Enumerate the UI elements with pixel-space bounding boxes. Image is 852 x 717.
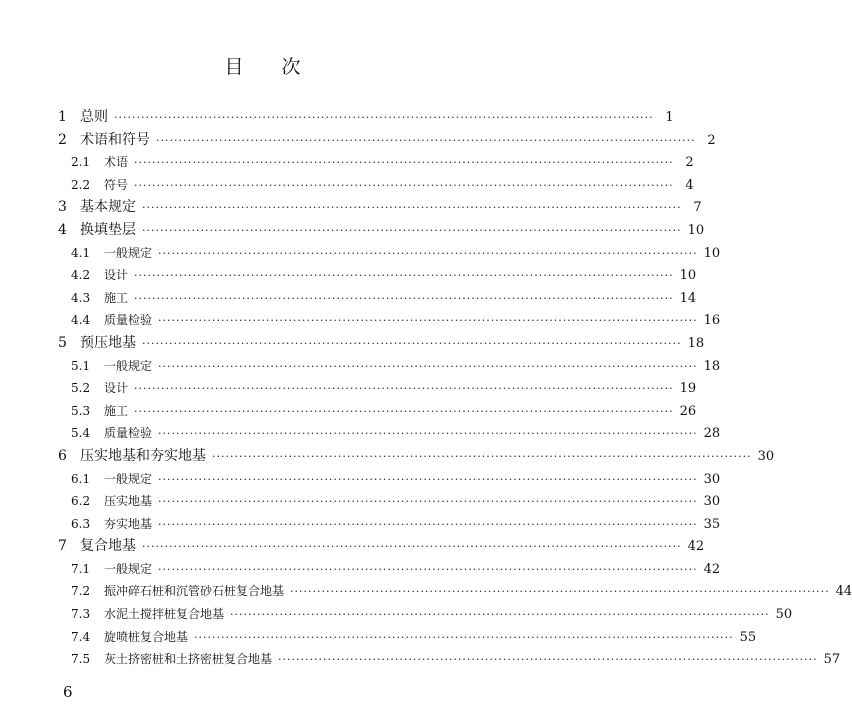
toc-entry-label: 符号 [104,177,129,192]
toc-entry-page: 42 [687,539,705,555]
toc-entry-page: 30 [703,471,721,487]
dot-leader: ························································································································ [158,314,698,328]
toc-entry-page: 10 [687,222,705,238]
dot-leader: ························································································································ [156,133,696,147]
dot-leader: ························································································································ [278,653,818,667]
toc-entry [58,242,721,265]
toc-entry-label: 一般规定 [104,561,153,576]
toc-entry-number: 5.4 [71,426,91,441]
dot-leader: ························································································································ [158,495,698,509]
toc-entry-page: 1 [665,110,674,125]
dot-leader: ························································································································ [230,608,770,622]
toc-entry-page: 18 [687,335,705,351]
dot-leader: ························································································································ [134,291,674,305]
toc-entry [58,648,841,671]
toc-entry-number: 4.1 [71,245,91,260]
toc-entry [58,174,694,197]
dot-leader: ························································································································ [142,540,682,554]
toc-entry [58,264,697,287]
toc-entry [58,287,697,310]
toc-entry-label: 振冲碎石桩和沉管砂石桩复合地基 [104,584,285,599]
toc-entry-page: 42 [703,561,721,577]
toc-entry [58,196,702,219]
toc-entry-page: 28 [703,426,721,442]
toc-entry-label: 复合地基 [80,538,136,555]
dot-leader: ························································································································ [158,359,698,373]
toc-entry-page: 19 [679,381,697,397]
toc-entry-number: 7 [58,538,67,555]
toc-entry-page: 26 [679,403,697,419]
toc-entry-label: 预压地基 [80,334,136,351]
toc-entry-number: 7.3 [71,607,91,622]
toc-entry-page: 30 [703,494,721,510]
toc-entry-page: 7 [693,200,702,216]
toc-entry [58,377,697,400]
toc-entry [58,626,757,649]
toc-entry [58,219,705,242]
toc-entry-number: 3 [58,199,67,216]
toc-entry-page: 30 [757,448,775,464]
toc-entry-label: 换填垫层 [80,221,136,238]
toc-entry-label: 压实地基和夯实地基 [80,447,206,464]
dot-leader: ························································································································ [142,201,682,215]
toc-entry-number: 2.1 [71,155,91,170]
dot-leader: ························································································································ [134,156,674,170]
table-of-contents [58,106,852,671]
toc-entry-number: 6 [58,447,67,464]
toc-entry-number: 6.3 [71,516,91,531]
toc-entry-number: 6.2 [71,494,91,509]
toc-entry-number: 7.2 [71,584,91,599]
dot-leader: ························································································································ [290,585,830,599]
toc-entry [58,580,852,603]
toc-entry [58,468,721,491]
toc-entry-label: 基本规定 [80,199,136,216]
dot-leader: ························································································································ [158,427,698,441]
toc-entry [58,490,721,513]
toc-entry-page: 44 [835,584,852,600]
toc-entry-number: 7.1 [71,561,91,576]
toc-entry-label: 术语 [104,155,129,170]
dot-leader: ························································································································ [142,223,682,237]
toc-entry-page: 16 [703,313,721,329]
toc-entry [58,129,716,152]
dot-leader: ························································································································ [134,178,674,192]
toc-entry-number: 1 [58,109,67,125]
toc-entry-label: 总则 [80,109,108,125]
toc-entry-number: 4.3 [71,290,91,305]
toc-entry-page: 18 [703,358,721,374]
dot-leader: ························································································································ [134,404,674,418]
dot-leader: ························································································································ [114,111,654,124]
toc-entry [58,535,705,558]
toc-entry-label: 旋喷桩复合地基 [104,629,189,644]
toc-entry-page: 14 [679,290,697,306]
toc-entry-number: 7.4 [71,629,91,644]
toc-entry [58,355,721,378]
toc-entry [58,309,721,332]
toc-entry-label: 质量检验 [104,426,153,441]
dot-leader: ························································································································ [158,246,698,260]
toc-entry-label: 术语和符号 [80,131,150,148]
toc-entry [58,558,721,581]
toc-entry-page: 4 [685,177,694,193]
toc-entry-label: 灰土挤密桩和土挤密桩复合地基 [104,652,273,667]
toc-entry-label: 一般规定 [104,471,153,486]
toc-entry-label: 质量检验 [104,313,153,328]
toc-entry [58,332,705,355]
dot-leader: ························································································································ [142,336,682,350]
dot-leader: ························································································································ [134,382,674,396]
toc-entry-number: 5.1 [71,358,91,373]
page-title: 目 次 [224,56,301,78]
toc-entry-label: 设计 [104,268,129,283]
toc-entry [58,151,694,174]
page-number: 6 [63,683,73,701]
dot-leader: ························································································································ [212,449,752,463]
dot-leader: ························································································································ [158,517,698,531]
toc-entry-label: 设计 [104,381,129,396]
toc-entry-label: 夯实地基 [104,516,153,531]
dot-leader: ························································································································ [158,472,698,486]
toc-entry [58,513,721,536]
toc-entry-label: 施工 [104,403,129,418]
toc-entry-page: 50 [775,607,793,623]
toc-entry-number: 5 [58,334,67,351]
dot-leader: ························································································································ [194,630,734,644]
toc-entry-page: 57 [823,652,841,668]
toc-entry-page: 35 [703,516,721,532]
toc-entry-number: 4 [58,221,67,238]
toc-entry-number: 4.2 [71,268,91,283]
toc-entry-label: 一般规定 [104,245,153,260]
toc-entry-label: 压实地基 [104,494,153,509]
toc-entry-number: 4.4 [71,313,91,328]
toc-entry-number: 6.1 [71,471,91,486]
toc-entry [58,445,775,468]
toc-entry-page: 2 [685,155,694,171]
toc-entry [58,422,721,445]
toc-entry-number: 7.5 [71,652,91,667]
toc-entry-page: 10 [679,268,697,284]
dot-leader: ························································································································ [134,269,674,283]
toc-entry-page: 2 [707,132,716,148]
toc-entry [58,603,793,626]
toc-entry [58,400,697,423]
toc-entry-page: 55 [739,629,757,645]
toc-entry-page: 10 [703,245,721,261]
toc-entry-label: 施工 [104,290,129,305]
toc-entry-number: 2.2 [71,177,91,192]
toc-entry-number: 2 [58,131,67,148]
toc-entry [58,106,674,129]
toc-entry-label: 水泥土搅拌桩复合地基 [104,607,225,622]
toc-entry-label: 一般规定 [104,358,153,373]
dot-leader: ························································································································ [158,562,698,576]
toc-entry-number: 5.3 [71,403,91,418]
toc-entry-number: 5.2 [71,381,91,396]
